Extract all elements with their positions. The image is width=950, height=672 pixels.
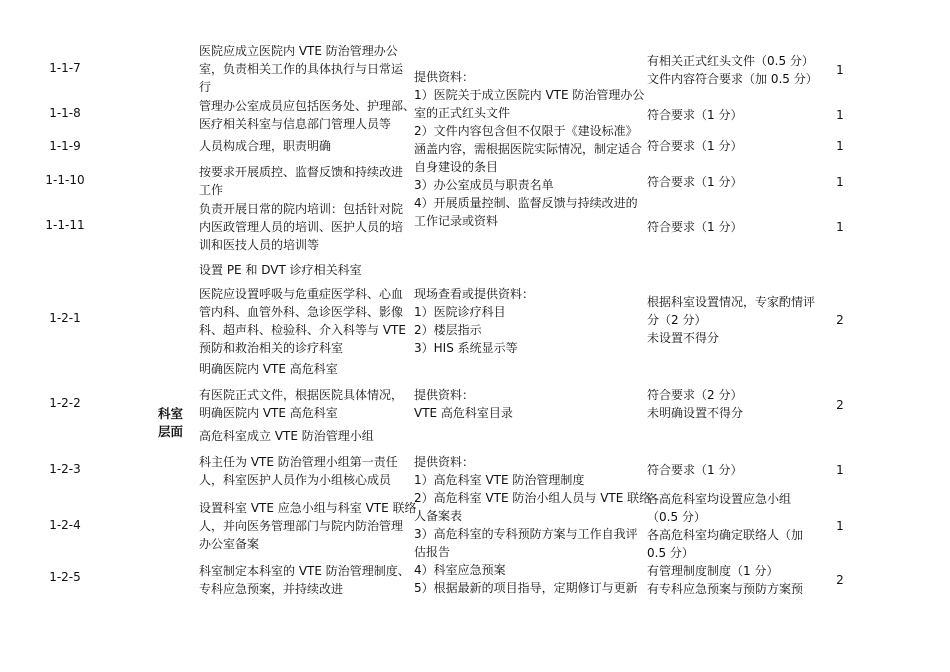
content-line: 训和医技人员的培训等 (199, 238, 320, 252)
method-line: 人备案表 (414, 509, 463, 523)
content-line: 行 (199, 80, 212, 94)
item-score: 1 (836, 220, 844, 234)
criteria-line: 未设置不得分 (647, 331, 720, 345)
method-line: 5）根据最新的项目指导，定期修订与更新 (414, 581, 638, 595)
item-code: 1-2-1 (49, 311, 81, 325)
item-code: 1-2-3 (49, 462, 81, 476)
method-line: 2）文件内容包含但不仅限于《建设标准》 (414, 124, 638, 138)
criteria-line: 有专科应急预案与预防方案预 (647, 582, 804, 596)
content-line: 人，科室医护人员作为小组核心成员 (199, 473, 392, 487)
content-line: 人，并向医务管理部门与院内防治管理 (199, 519, 404, 533)
item-code: 1-2-5 (49, 570, 81, 584)
content-line: 设置科室 VTE 应急小组与科室 VTE 联络 (199, 501, 417, 515)
content-line: 专科应急预案，并持续改进 (199, 582, 344, 596)
method-line: 4）科室应急预案 (414, 563, 506, 577)
item-code: 1-1-8 (49, 106, 81, 120)
criteria-line: 有管理制度制度（1 分） (647, 564, 779, 578)
criteria-line: 有相关正式红头文件（0.5 分） (647, 54, 814, 68)
item-score: 2 (836, 313, 844, 327)
item-score: 1 (836, 519, 844, 533)
criteria-line: 各高危科室均设置应急小组 (647, 492, 792, 506)
item-code: 1-1-9 (49, 139, 81, 153)
criteria-line: 0.5 分） (647, 546, 694, 560)
item-score: 2 (836, 573, 844, 587)
content-line: 预防和救治相关的诊疗科室 (199, 341, 344, 355)
method-line: 2）高危科室 VTE 防治小组人员与 VTE 联络 (414, 491, 652, 505)
section-heading-1-2-3: 高危科室成立 VTE 防治管理小组 (199, 429, 374, 443)
method-line: 1）医院诊疗科目 (414, 305, 506, 319)
content-line: 办公室备案 (199, 537, 260, 551)
content-line: 科室制定本科室的 VTE 防治管理制度、 (199, 564, 410, 578)
content-line: 医院应设置呼吸与危重症医学科、心血 (199, 287, 404, 301)
criteria-1-2-3: 符合要求（1 分） (647, 463, 743, 477)
method-line: 3）高危科室的专科预防方案与工作自我评 (414, 527, 638, 541)
criteria-line: 各高危科室均确定联络人（加 (647, 528, 804, 542)
item-code: 1-1-10 (45, 173, 85, 187)
content-line: 有医院正式文件，根据医院具体情况， (199, 388, 404, 402)
content-line: 内医政管理人员的培训、医护人员的培 (199, 220, 404, 234)
criteria-1-1-11: 符合要求（1 分） (647, 220, 743, 234)
content-1-1-9: 人员构成合理，职责明确 (199, 139, 332, 153)
method-line: 1）医院关于成立医院内 VTE 防治管理办公 (414, 88, 645, 102)
content-line: 管内科、血管外科、急诊医学科、影像 (199, 305, 404, 319)
criteria-1-1-8: 符合要求（1 分） (647, 108, 743, 122)
item-score: 1 (836, 175, 844, 189)
method-line: 2）楼层指示 (414, 323, 482, 337)
criteria-1-1-9: 符合要求（1 分） (647, 139, 743, 153)
content-line: 科主任为 VTE 防治管理小组第一责任 (199, 455, 398, 469)
criteria-line: 未明确设置不得分 (647, 406, 744, 420)
content-line: 负责开展日常的院内培训：包括针对院 (199, 202, 404, 216)
item-score: 1 (836, 63, 844, 77)
content-line: 工作 (199, 183, 224, 197)
layer-label-line-2: 层面 (158, 424, 184, 439)
content-line: 室，负责相关工作的具体执行与日常运 (199, 62, 404, 76)
method-line: 提供资料： (414, 70, 475, 84)
criteria-line: 分（2 分） (647, 313, 707, 327)
method-line: 4）开展质量控制、监督反馈与持续改进的 (414, 196, 638, 210)
criteria-1-1-10: 符合要求（1 分） (647, 175, 743, 189)
method-line: 现场查看或提供资料： (414, 287, 535, 301)
item-code: 1-2-4 (49, 518, 81, 532)
method-line: 3）办公室成员与职责名单 (414, 178, 554, 192)
section-heading-1-2-1: 设置 PE 和 DVT 诊疗相关科室 (199, 263, 362, 277)
content-line: 管理办公室成员应包括医务处、护理部、 (199, 99, 416, 113)
method-line: 估报告 (414, 545, 451, 559)
item-code: 1-1-11 (45, 218, 85, 232)
item-score: 1 (836, 139, 844, 153)
method-line: 1）高危科室 VTE 防治管理制度 (414, 473, 585, 487)
criteria-line: 根据科室设置情况，专家酌情评 (647, 295, 816, 309)
content-line: 按要求开展质控、监督反馈和持续改进 (199, 165, 404, 179)
method-line: 自身建设的条目 (414, 160, 499, 174)
item-score: 2 (836, 398, 844, 412)
method-line: 提供资料： (414, 388, 475, 402)
item-score: 1 (836, 463, 844, 477)
method-line: 工作记录或资料 (414, 214, 499, 228)
method-line: VTE 高危科室目录 (414, 406, 513, 420)
content-line: 科、超声科、检验科、介入科等与 VTE (199, 323, 406, 337)
layer-label-line-1: 科室 (158, 406, 184, 421)
content-line: 医疗相关科室与信息部门管理人员等 (199, 117, 392, 131)
criteria-line: 文件内容符合要求（加 0.5 分） (647, 72, 818, 86)
content-line: 明确医院内 VTE 高危科室 (199, 406, 338, 420)
item-score: 1 (836, 108, 844, 122)
criteria-line: 符合要求（2 分） (647, 388, 743, 402)
criteria-line: （0.5 分） (647, 510, 706, 524)
method-line: 涵盖内容，需根据医院实际情况，制定适合 (414, 142, 643, 156)
method-line: 室的正式红头文件 (414, 106, 511, 120)
method-line: 提供资料： (414, 455, 475, 469)
method-line: 3）HIS 系统显示等 (414, 341, 518, 355)
item-code: 1-1-7 (49, 61, 81, 75)
section-heading-1-2-2: 明确医院内 VTE 高危科室 (199, 362, 338, 376)
item-code: 1-2-2 (49, 396, 81, 410)
content-line: 医院应成立医院内 VTE 防治管理办公 (199, 44, 398, 58)
